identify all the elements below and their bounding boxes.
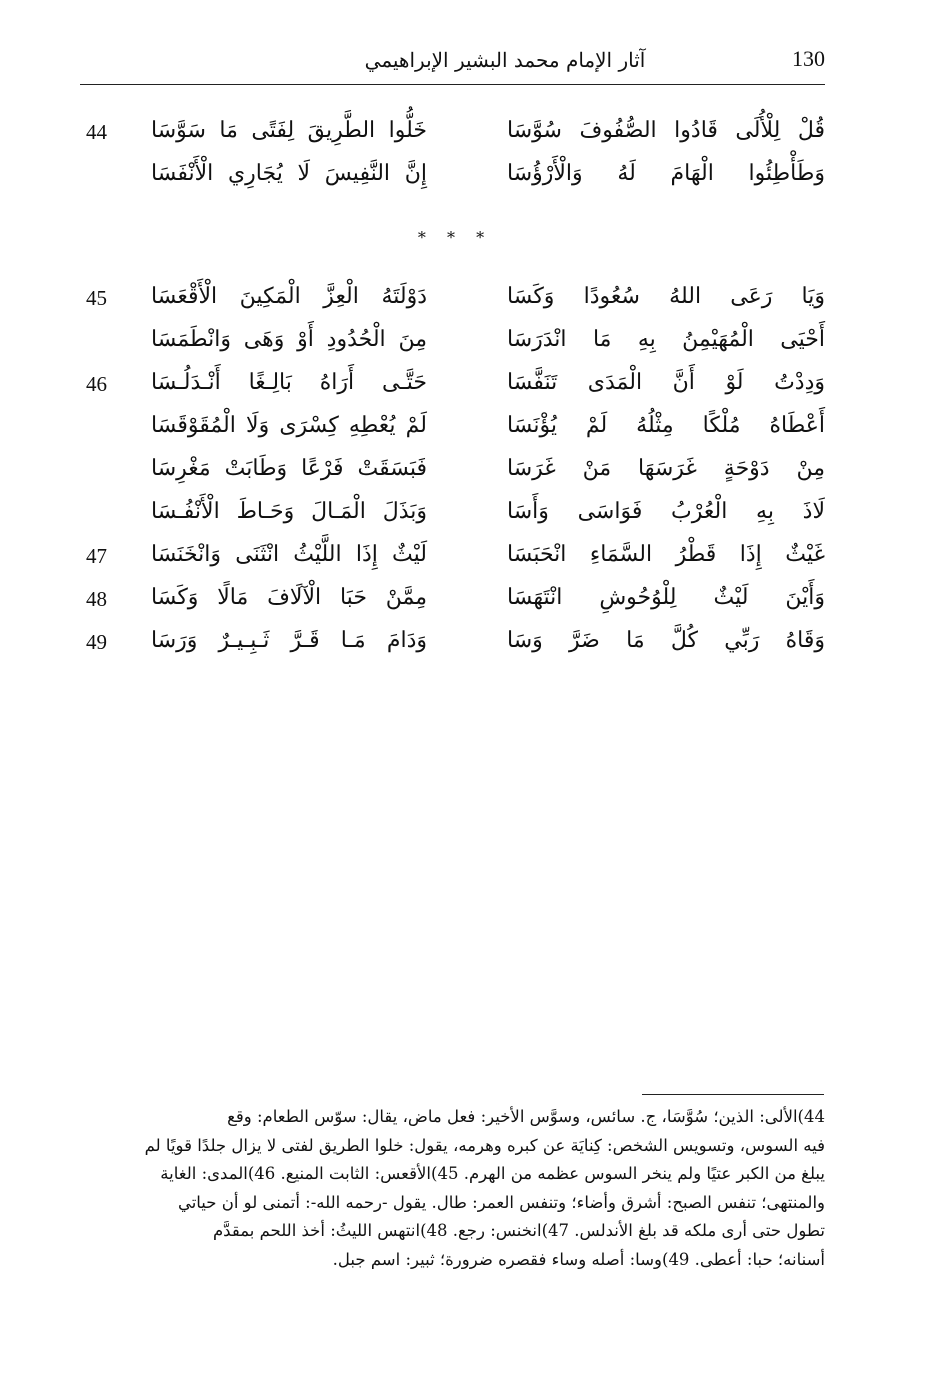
first-hemistich: لَاذَ بِهِ الْعُرْبُ فَوَاسَى وَأَسَا: [507, 499, 825, 524]
stanza-2: [80, 284, 825, 671]
verse-row: [80, 370, 825, 413]
verse-number: 48: [86, 587, 107, 611]
verse-row: [80, 118, 825, 161]
verse-row: [80, 542, 825, 585]
first-hemistich: أَحْيَى الْمُهَيْمِنُ بِهِ مَا انْدَرَسَا: [507, 327, 825, 352]
verse-row: [80, 413, 825, 456]
second-hemistich: حَتَّـى أَرَاهُ بَالِـغًا أَنْـدَلُـسَا: [151, 370, 427, 395]
verse-row: [80, 327, 825, 370]
first-hemistich: وَقَاهُ رَبِّي كُلَّ مَا ضَرَّ وَسَا: [507, 628, 825, 653]
verse-row: [80, 284, 825, 327]
verse-number: 49: [86, 630, 107, 654]
first-hemistich: وَيَا رَعَى اللهُ سُعُودًا وَكَسَا: [507, 284, 825, 309]
footnotes: [80, 1103, 825, 1274]
first-hemistich: غَيْثٌ إِذَا قَطْرُ السَّمَاءِ انْحَبَسَا: [507, 542, 825, 567]
verse-row: [80, 161, 825, 204]
second-hemistich: فَبَسَقَتْ فَرْعًا وَطَابَتْ مَغْرِسَا: [151, 456, 427, 481]
second-hemistich: دَوْلَتَهُ الْعِزَّ الْمَكِينَ الْأَقْعَسَا: [151, 284, 427, 309]
footnote-line: تطول حتى أرى ملكه قد بلغ الأندلس. 47)انخنس: رجع. 48)انتهس الليثُ: أخذ اللحم بمقدَّم: [212, 1221, 825, 1240]
first-hemistich: وَأَيْنَ لَيْثٌ لِلْوُحُوشِ انْتَهَسَا: [507, 585, 825, 610]
second-hemistich: لَيْثٌ إِذَا اللَّيْثُ انْثَنَى وَانْخَنَسَا: [151, 542, 427, 567]
verse-number: 44: [86, 120, 107, 144]
first-hemistich: مِنْ دَوْحَةٍ غَرَسَهَا مَنْ غَرَسَا: [507, 456, 825, 481]
running-title: آثار الإمام محمد البشير الإبراهيمي: [364, 48, 646, 72]
first-hemistich: وَطَأْطِئُوا الْهَامَ لَهُ وَالْأَرْؤُسَا: [507, 161, 825, 186]
second-hemistich: إِنَّ النَّفِيسَ لَا يُجَارِي الْأَنْفَسَا: [151, 161, 427, 186]
page-header: [80, 44, 825, 85]
footnote-line: فيه السوس، وتسويس الشخص: كِنايَة عن كبره وهرمه، يقول: خلوا الطريق لفتى لا يزال جلدًا قويًا لم: [144, 1135, 825, 1155]
first-hemistich: قُلْ لِلْأُلَى قَادُوا الصُّفُوفَ سُوَّسَا: [507, 118, 825, 143]
first-hemistich: أَعْطَاهُ مُلْكًا مِثْلُهُ لَمْ يُؤْنَسَا: [507, 413, 825, 438]
second-hemistich: مِمَّنْ حَبَا الْآلَافَ مَالًا وَكَسَا: [151, 585, 427, 610]
footnote-line: والمنتهى؛ تنفس الصبح: أشرق وأضاء؛ وتنفس العمر: طال. يقول -رحمه الله-: أتمنى لو أن حياتي: [177, 1192, 825, 1212]
page-number: 130: [792, 46, 825, 71]
footnote-divider: [642, 1094, 824, 1095]
stanza-1: [80, 118, 825, 204]
second-hemistich: وَبَذَلَ الْمَـالَ وَحَـاطَ الْأَنْفُـسَا: [151, 499, 427, 524]
verse-row: [80, 628, 825, 671]
verse-number: 46: [86, 372, 107, 396]
footnote-line: أسنانه؛ حبا: أعطى. 49)وسا: أصله وساء فقصره ضرورة؛ ثبير: اسم جبل.: [332, 1249, 825, 1269]
verse-row: [80, 585, 825, 628]
second-hemistich: لَمْ يُعْطِهِ كِسْرَى وَلَا الْمُقَوْقَسَا: [151, 413, 427, 438]
first-hemistich: وَدِدْتُ لَوْ أَنَّ الْمَدَى تَنَفَّسَا: [507, 370, 825, 395]
second-hemistich: مِنَ الْحُدُودِ أَوْ وَهَى وَانْطَمَسَا: [151, 327, 427, 352]
verse-row: [80, 499, 825, 542]
footnote-line: 44)الألى: الذين؛ سُوَّسَا، ج. سائس، وسوَّس الأخير: فعل ماض، يقال: سوّس الطعام: وقع: [227, 1107, 825, 1126]
verse-row: [80, 456, 825, 499]
second-hemistich: خَلُّوا الطَّرِيقَ لِفَتًى مَا سَوَّسَا: [151, 118, 427, 143]
verse-number: 47: [86, 544, 107, 568]
footnote-line: يبلغ من الكبر عتيًا ولم ينخر السوس عظمه من الهرم. 45)الأقعس: الثابت المنيع. 46)المدى: الغاية: [160, 1164, 825, 1183]
verse-number: 45: [86, 286, 107, 310]
second-hemistich: وَدَامَ مَـا قَـرَّ ثَـبِـيـرٌ وَرَسَا: [151, 628, 427, 653]
stanza-separator: * * *: [417, 228, 493, 247]
